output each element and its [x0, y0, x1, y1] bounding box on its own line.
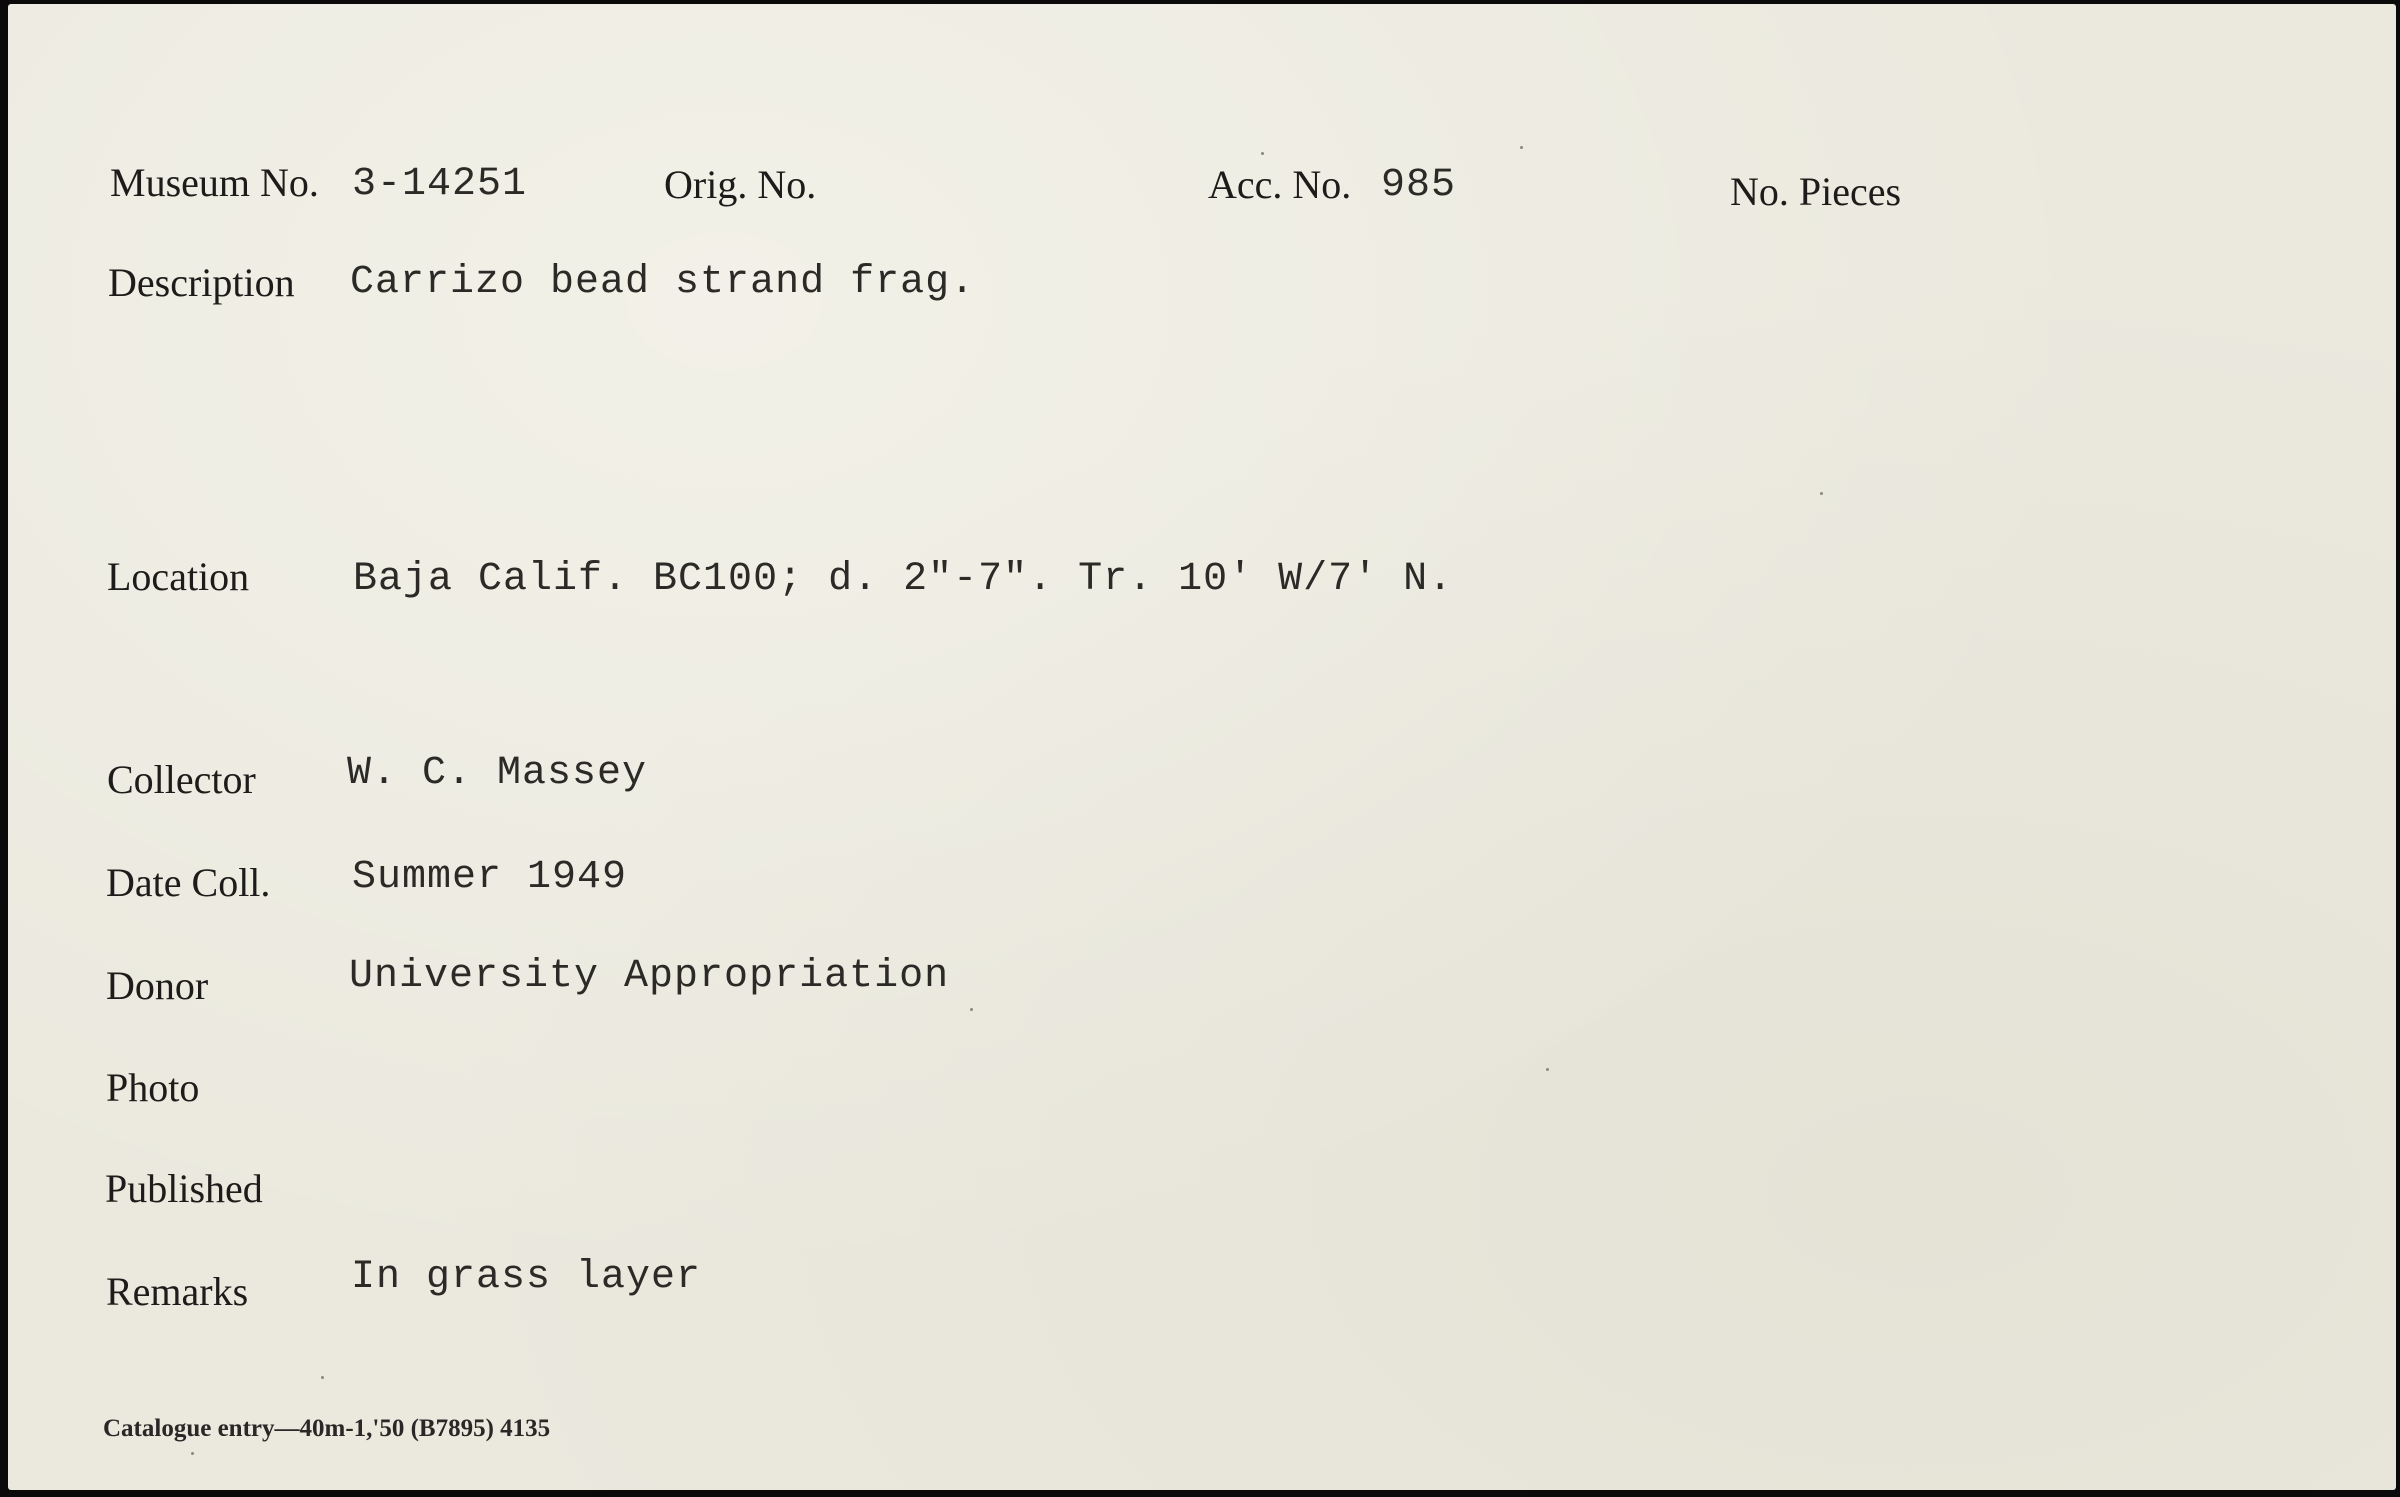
museum-no-value: 3-14251	[352, 162, 528, 207]
paper-speck	[1261, 152, 1264, 155]
collector-value: W. C. Massey	[347, 751, 648, 796]
photo-label: Photo	[106, 1065, 200, 1110]
paper-speck	[1520, 146, 1523, 149]
location-label: Location	[107, 554, 250, 599]
location-value: Baja Calif. BC100; d. 2"-7". Tr. 10' W/7' N.	[353, 557, 1454, 602]
orig-no-label: Orig. No.	[664, 162, 817, 207]
collector-label: Collector	[107, 757, 256, 802]
paper-speck	[321, 1376, 324, 1379]
no-pieces-label: No. Pieces	[1730, 169, 1902, 214]
catalogue-entry-footer: Catalogue entry—40m-1,'50 (B7895) 4135	[103, 1415, 551, 1442]
paper-speck	[191, 1452, 194, 1455]
date-coll-label: Date Coll.	[106, 860, 271, 905]
published-label: Published	[105, 1166, 263, 1211]
acc-no-value: 985	[1381, 163, 1457, 208]
donor-value: University Appropriation	[349, 954, 950, 999]
museum-no-label: Museum No.	[110, 160, 319, 205]
paper-speck	[1820, 492, 1823, 495]
description-value: Carrizo bead strand frag.	[350, 260, 976, 305]
remarks-value: In grass layer	[351, 1255, 702, 1300]
description-label: Description	[108, 260, 295, 305]
catalogue-card	[8, 4, 2396, 1490]
paper-speck	[970, 1008, 973, 1011]
acc-no-label: Acc. No.	[1208, 162, 1352, 207]
paper-speck	[1546, 1068, 1549, 1071]
remarks-label: Remarks	[106, 1269, 249, 1314]
date-coll-value: Summer 1949	[352, 855, 628, 900]
donor-label: Donor	[106, 963, 209, 1008]
